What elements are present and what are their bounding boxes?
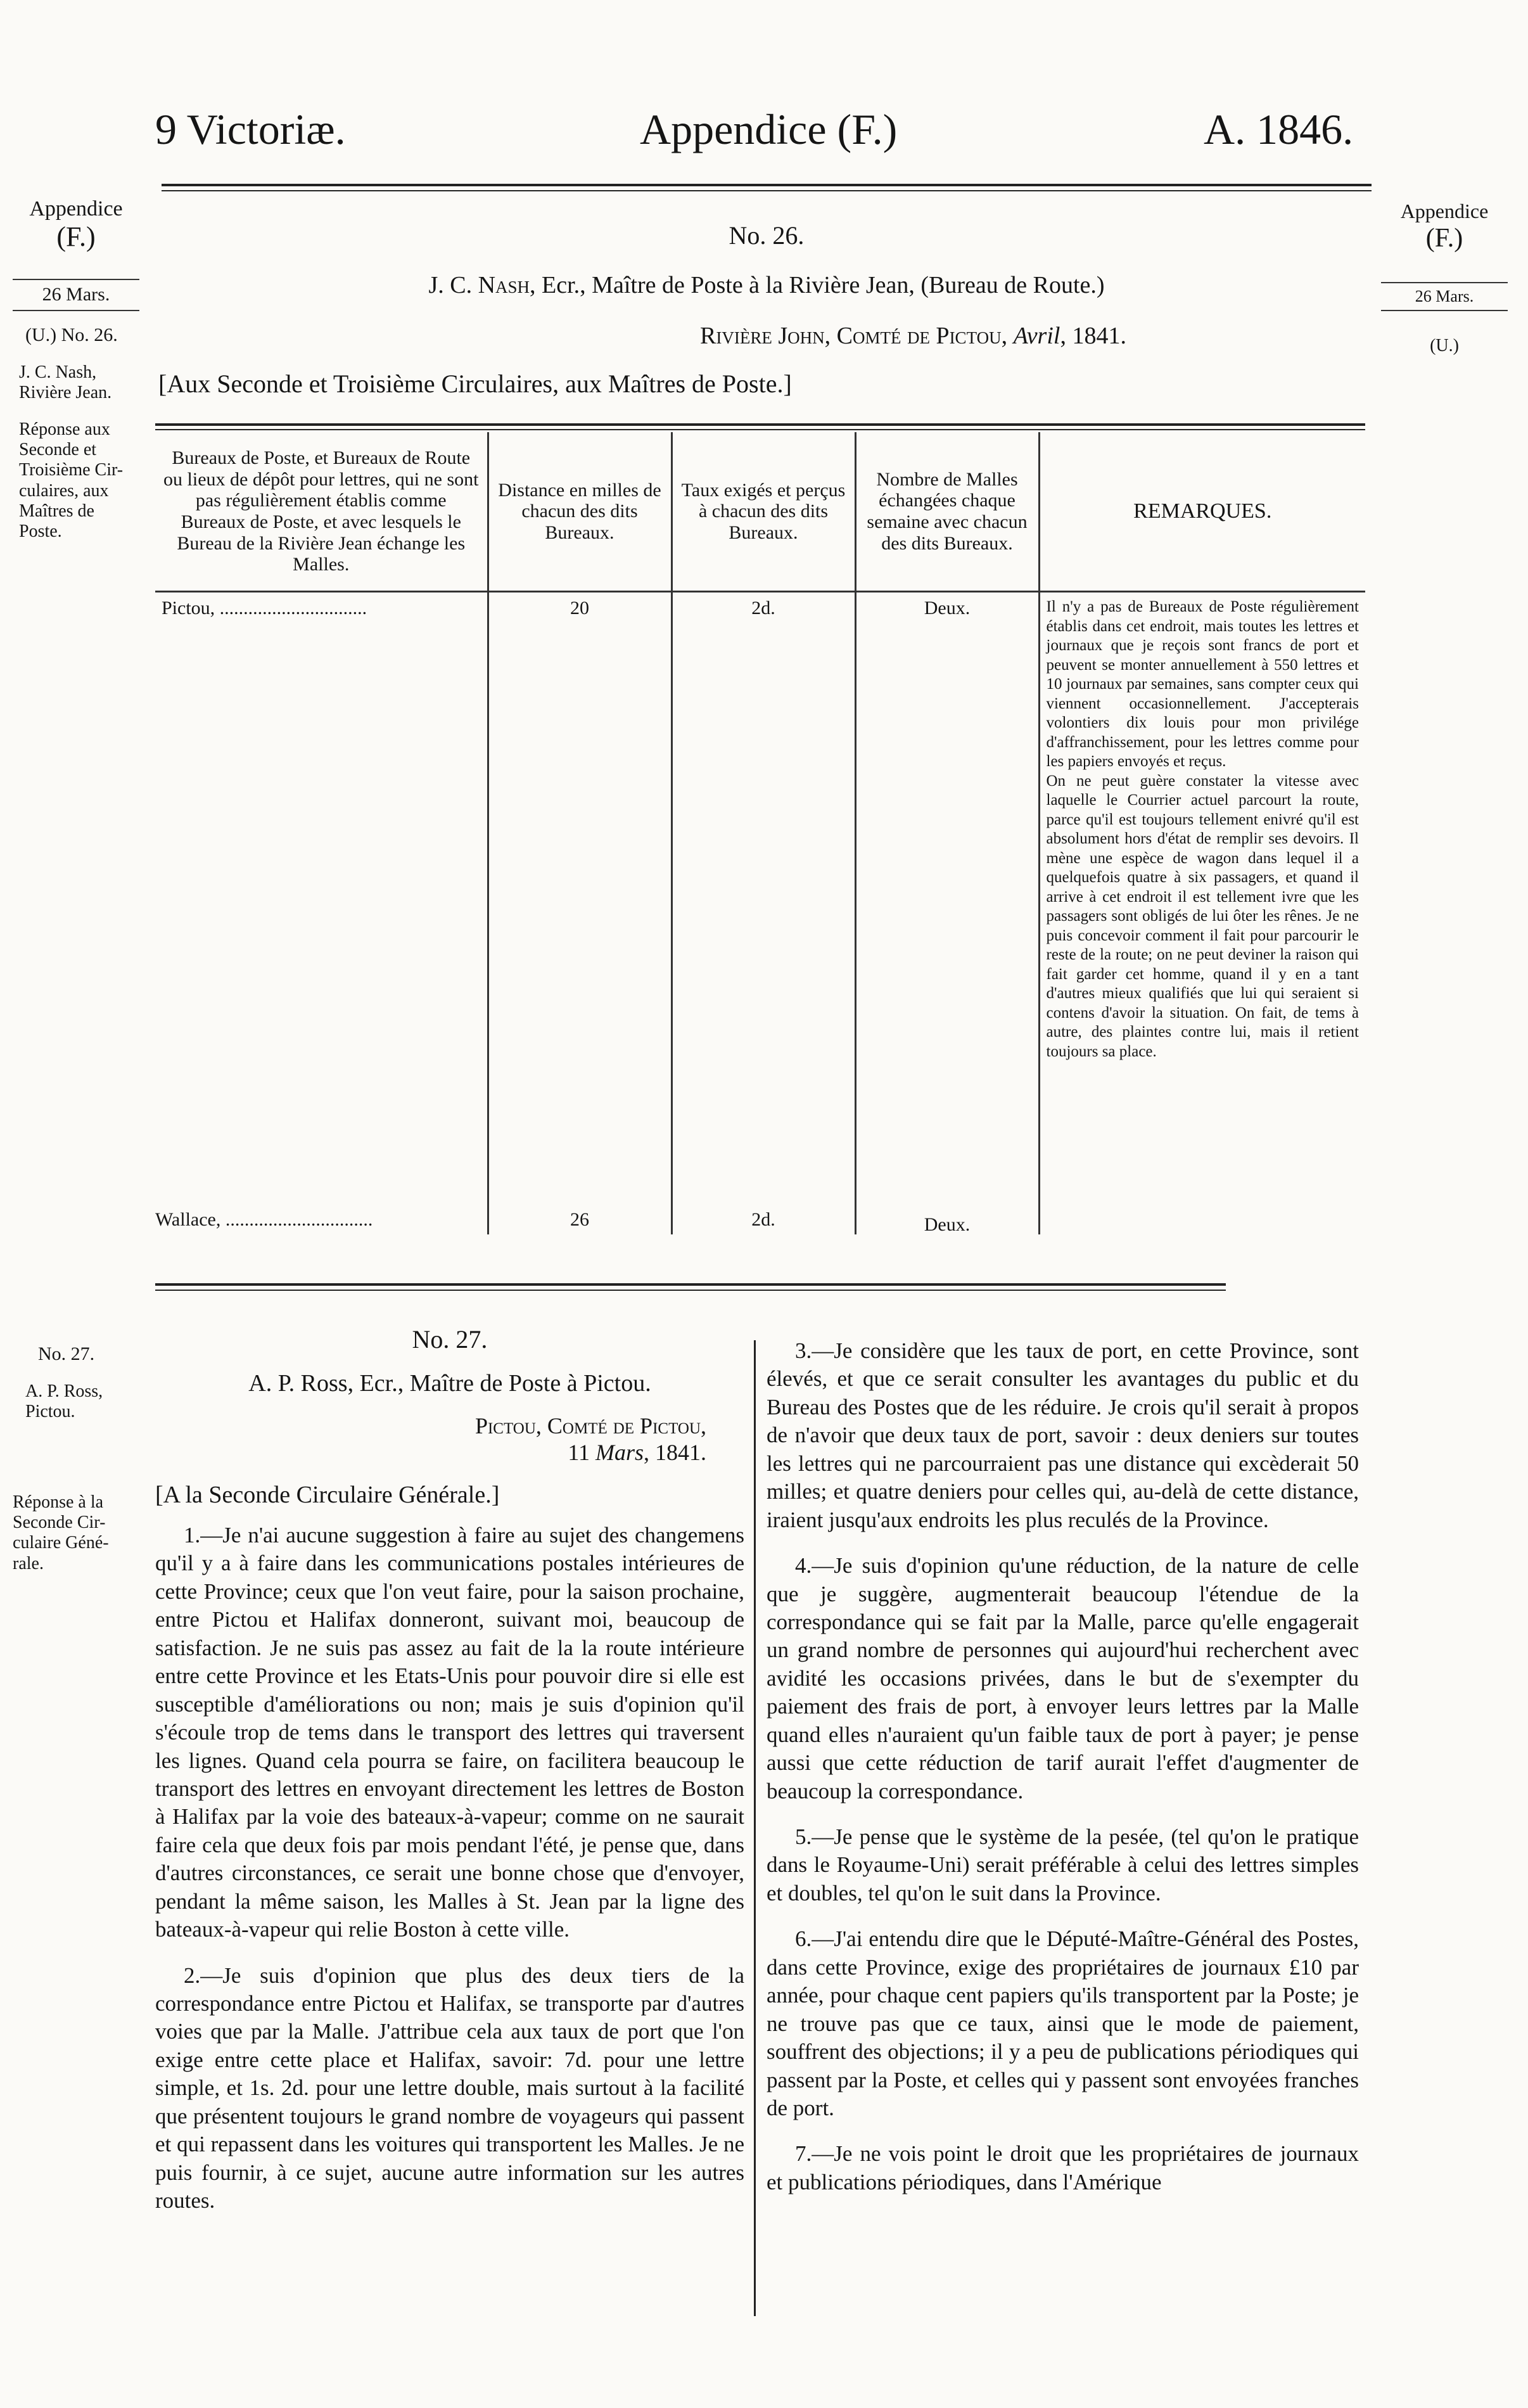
- margin-author-27-name: A. P. Ross,: [25, 1381, 103, 1401]
- margin-line: Seconde Cir-: [13, 1513, 106, 1533]
- margin-line: culaires, aux: [19, 480, 109, 501]
- doc26-author-title: , Ecr., Maître de Poste à la Rivière Jean, (Bureau de Route.): [530, 272, 1105, 298]
- margin-u-right: (U.): [1430, 336, 1459, 355]
- header-bureaux: Bureaux de Poste, et Bureaux de Route ou lieux de dépôt pour lettres, qui ne sont pas régulièrement établis comme Bureaux de Poste, et avec lesquels le Bureau de la Rivière Jean échange les Malles.: [155, 432, 488, 592]
- margin-line: Poste.: [19, 521, 62, 541]
- margin-appendice-letter: (F.): [56, 221, 96, 253]
- doc27-place: [155, 1412, 744, 1439]
- margin-no27: No. 27.: [38, 1343, 95, 1364]
- row-wallace-taux: 2d.: [751, 1209, 775, 1231]
- cell-taux: [672, 592, 855, 1235]
- doc27-place-text: Pictou, Comté de Pictou,: [474, 1413, 706, 1438]
- margin-appendice-right: [1381, 200, 1508, 253]
- margin-u-number: (U.) No. 26.: [25, 324, 118, 345]
- row-pictou-distance: 20: [570, 598, 589, 618]
- doc27-left-column: [155, 1324, 744, 2233]
- paragraph: 1.—Je n'ai aucune suggestion à faire au sujet des changemens qu'il y a à faire dans les communications postales intérieures de cette Province; ceux que l'on veut faire, pour la saison prochaine, entre Pictou et Halifax donneront, suivant moi, beaucoup de satisfaction. Je ne suis pas assez au fait de la la route intérieure entre cette Province et les Etats-Unis pour pouvoir dire si elle est susceptible d'améliorations ou non; mais je suis d'opinion qu'il s'écoule trop de tems dans le transport des lettres qui traversent les lignes. Quand cela pourra se faire, on facilitera beaucoup le transport des lettres en envoyant directement les lettres de Boston à Halifax par la voie des bateaux-à-vapeur; comme on ne saurait faire cela que deux fois par mois pendant l'été, je pense que, dans d'autres circonstances, ce serait une bonne chose que d'envoyer, pendant la même saison, les Malles à St. Jean par la ligne des bateaux-à-vapeur qui relie Boston à cette ville.: [155, 1523, 744, 1942]
- table-bottom-rule-thin: [155, 1290, 1226, 1291]
- margin-reponse-27: [13, 1492, 109, 1574]
- column-divider: [754, 1340, 756, 2316]
- doc27-right-text: [767, 1337, 1359, 2214]
- margin-appendice-label: Appendice: [1400, 200, 1489, 222]
- margin-line: Troisième Cir-: [19, 460, 124, 480]
- row-wallace-distance: 26: [570, 1209, 589, 1231]
- doc26-bracket: [Aux Seconde et Troisième Circulaires, aux Maîtres de Poste.]: [158, 369, 792, 398]
- header-malles: Nombre de Malles échangées chaque semaine avec chacun des dits Bureaux.: [855, 432, 1039, 592]
- doc26-year: , 1841.: [1060, 323, 1126, 349]
- header-distance: Distance en milles de chacun des dits Bureaux.: [488, 432, 672, 592]
- doc26-author: [162, 271, 1372, 299]
- mail-exchange-table: [155, 432, 1365, 1234]
- doc27-day: 11: [568, 1440, 590, 1465]
- header-remarques: REMARQUES.: [1039, 432, 1365, 592]
- paragraph: 5.—Je pense que le système de la pesée, (tel qu'on le pratique dans le Royaume-Uni) serait préférable à celui des lettres simples et doubles, tel qu'on le suit dans la Province.: [767, 1824, 1359, 1905]
- margin-reponse-26: [19, 419, 123, 542]
- paragraph: 3.—Je considère que les taux de port, en cette Province, sont élevés, et que ce serait consulter les avantages du public et du Bureau des Postes que de les réduire. Je crois qu'il serait à propos de n'avoir que deux taux de port, savoir : deux deniers sur toutes les lettres qui ne parcourraient pas une distance qui excèderait 50 milles; et quatre deniers pour celles qui, au-delà de cette distance, iraient jusqu'aux endroits les plus reculés de la Province.: [767, 1338, 1359, 1532]
- margin-line: culaire Géné-: [13, 1533, 109, 1553]
- doc27-author: A. P. Ross, Ecr., Maître de Poste à Pictou.: [248, 1370, 651, 1397]
- header-volume: 9 Victoriæ.: [155, 105, 346, 153]
- doc27-date: [155, 1439, 744, 1466]
- paragraph: 2.—Je suis d'opinion que plus des deux tiers de la correspondance entre Pictou et Halifax, se transporte par d'autres voies que par la Malle. J'attribue cela aux taux de port que l'on exige entre cette place et Halifax, savoir: 7d. pour une lettre simple, et 1s. 2d. pour une lettre double, mais surtout à la facilité que présentent toujours le grand nombre de voyageurs qui passent et qui repassent dans les voitures qui transportent les Malles. Je ne puis fournir, à ce sujet, aucune autre information sur les autres routes.: [155, 1963, 744, 2213]
- table-top-rule: [155, 423, 1365, 426]
- doc27-month: Mars: [595, 1440, 644, 1465]
- cell-remarques: [1039, 592, 1365, 1235]
- margin-author-26-name: J. C. Nash,: [19, 362, 97, 382]
- margin-date-left: 26 Mars.: [13, 279, 139, 311]
- header-year: A. 1846.: [1204, 105, 1354, 153]
- margin-line: rale.: [13, 1553, 44, 1573]
- margin-appendice-letter: (F.): [1425, 223, 1463, 253]
- margin-line: Seconde et: [19, 440, 97, 460]
- paragraph: 4.—Je suis d'opinion qu'une réduction, de la nature de celle que je suggère, augmenterait beaucoup l'étendue de la correspondance qui se fait par la Malle, parce qu'elle engagerait un grand nombre de personnes qui aujourd'hui recherchent avec avidité les occasions privées, dans le but de s'exempter du paiement des frais de port, à envoyer leurs lettres par la Malle quand elles n'auraient qu'un faible taux de port à payer; je pense aussi que cette réduction de tarif aurait l'effet d'augmenter de beaucoup la correspondance.: [767, 1553, 1359, 1803]
- header-taux: Taux exigés et perçus à chacun des dits Bureaux.: [672, 432, 855, 592]
- table-row: [155, 592, 1365, 1235]
- cell-distance: [488, 592, 672, 1235]
- header-rule: [162, 184, 1372, 186]
- remark-paragraph: On ne peut guère constater la vitesse avec laquelle le Courrier actuel parcourt la route, parce qu'il est toujours tellement enivré qu'il est absolument hors d'état de remplir ses devoirs. Il mène une espèce de wagon dans lequel il a quelquefois quatre à six passagers, et quand il arrive à cet endroit il est tellement ivre que les passagers sont obligés de lui ôter les rênes. Je ne puis concevoir comment il fait pour parcourir le reste de la route; on ne peut deviner la raison qui fait garder cet homme, quand il y en a tant d'autres mieux qualifiés que lui qui seraient si contens d'avoir la situation. On fait, de tems à autre, des plaintes contre lui, mais il retient toujours sa place.: [1046, 772, 1359, 1060]
- row-pictou-bureau: Pictou, ...............................: [162, 598, 367, 618]
- margin-author-26: [19, 362, 111, 403]
- doc26-month: Avril: [1013, 323, 1060, 349]
- doc26-dateline: [700, 322, 1126, 350]
- margin-line: Réponse à la: [13, 1492, 104, 1512]
- row-wallace-malles: Deux.: [924, 1214, 971, 1236]
- doc26-place: Rivière John, Comté de Pictou,: [700, 323, 1008, 349]
- doc26-author-name: J. C. Nash: [428, 272, 530, 298]
- margin-author-26-place: Rivière Jean.: [19, 383, 112, 403]
- doc27-number: No. 27.: [412, 1325, 488, 1354]
- doc26-number: No. 26.: [729, 221, 805, 250]
- margin-date-right: 26 Mars.: [1381, 282, 1508, 311]
- margin-author-27: [25, 1381, 103, 1422]
- table-bottom-rule: [155, 1283, 1226, 1286]
- margin-line: Réponse aux: [19, 419, 110, 439]
- row-pictou-taux: 2d.: [751, 598, 775, 618]
- paragraph: 6.—J'ai entendu dire que le Député-Maître-Général des Postes, dans cette Province, exige des propriétaires de journaux £10 par année, pour chaque cent papiers qu'ils transportent par la Poste; je ne trouve pas que ce taux, ainsi que le mode de paiement, souffrent des objections; il y a peu de publications périodiques qui passent par la Poste, et celles qui y passent sont envoyées franches de port.: [767, 1926, 1359, 2120]
- row-pictou-malles: Deux.: [924, 598, 971, 618]
- row-wallace-bureau: Wallace, ...............................: [155, 1209, 373, 1231]
- margin-appendice-left: [13, 196, 139, 253]
- cell-malles: [855, 592, 1039, 1235]
- margin-appendice-label: Appendice: [29, 197, 123, 221]
- paragraph: 7.—Je ne vois point le droit que les propriétaires de journaux et publications périodiques, dans l'Amérique: [767, 2141, 1359, 2194]
- doc27-left-text: [155, 1521, 744, 2215]
- remark-paragraph: Il n'y a pas de Bureaux de Poste régulièrement établis dans cet endroit, mais toutes les lettres et journaux que je reçois sont francs de port et peuvent se monter annuellement à 550 lettres et 10 journaux par semaines, sans compter ceux qui viennent occasionnellement. J'accepterais volontiers dix louis pour mon privilége d'affranchissement, pour les lettres comme pour les papiers envoyés et reçus.: [1046, 598, 1359, 770]
- doc27-bracket: [A la Seconde Circulaire Générale.]: [155, 1482, 500, 1508]
- header-rule-thin: [162, 190, 1372, 191]
- table-header-row: [155, 432, 1365, 592]
- cell-bureaux: [155, 592, 488, 1235]
- header-appendix: Appendice (F.): [640, 105, 898, 153]
- doc27-year: , 1841.: [644, 1440, 706, 1465]
- margin-author-27-place: Pictou.: [25, 1402, 75, 1422]
- margin-line: Maîtres de: [19, 501, 94, 521]
- table-top-rule-thin: [155, 429, 1365, 430]
